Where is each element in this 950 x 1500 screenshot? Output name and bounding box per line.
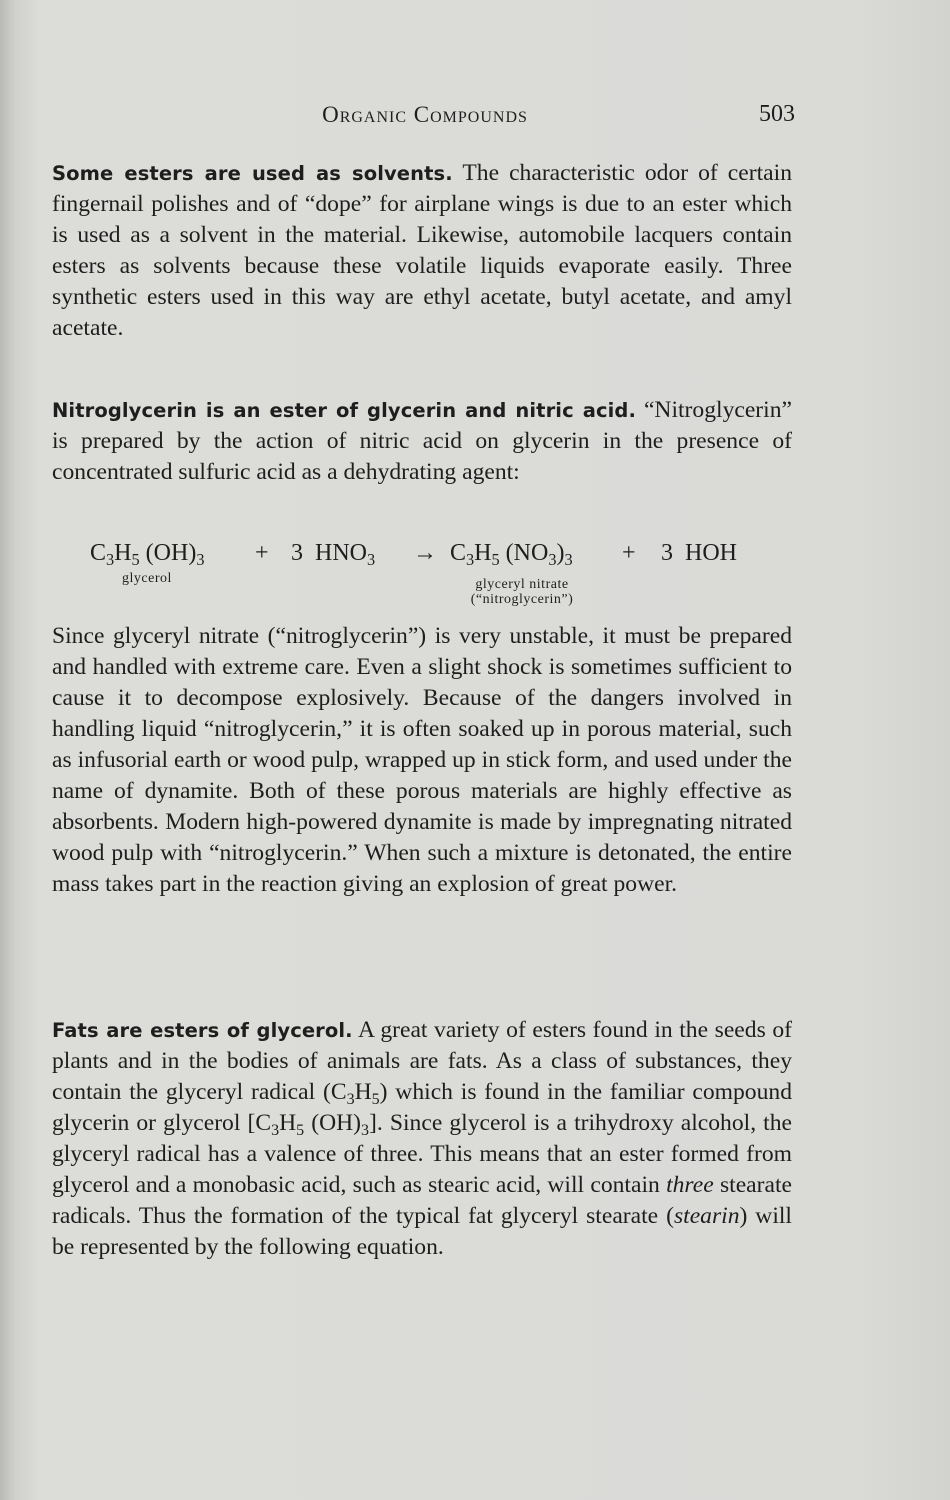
paragraph-body: A great variety of esters found in the seeds of plants and in the bodies of animals are fats. As a class of substances, they contain the glyceryl radical ( [52,1017,792,1105]
paragraph-nitroglycerin [52,395,792,488]
formula-glyceryl-radical: $C_3H_5$ [330,1079,380,1108]
page-header [55,102,795,134]
equation-reactant-nitric-acid: 3 $HNO_3$ [291,540,376,569]
paragraph-body: “Nitroglycerin” is prepared by the action of nitric acid on glycerin in the presence of concentrated sulfuric acid as a dehydrating agent: [52,397,792,485]
label-glyceryl-nitrate: glyceryl nitrate (“nitroglycerin”) [470,577,574,607]
equation-product-nitroglycerin: $C_3H_5$ $(NO_3)_3$ [450,540,573,569]
page-number: 503 [759,101,795,127]
paragraph-body: The characteristic odor of certain fingernail polishes and of “dope” for airplane wings is due to an ester which is used as a solvent in the material. Likewise, automobile lacquers contain esters as solvents because these volatile liquids evaporate easily. Three synthetic esters used in this way are ethyl acetate, butyl acetate, and amyl acetate. [52,160,792,341]
paragraph-body: Since glyceryl nitrate (“nitroglycerin”) is very unstable, it must be prepared and handled with extreme care. Even a slight shock is sometimes sufficient to cause it to decompose explosively. Because of the dangers involved in handling liquid “nitroglycerin,” it is often soaked up in porous material, such as infusorial earth or wood pulp, wrapped up in stick form, and used under the name of dynamite. Both of these porous materials are highly effective as absorbents. Modern high-powered dynamite is made by impregnating nitrated wood pulp with “nitroglycerin.” When such a mixture is detonated, the entire mass takes part in the reaction giving an explosion of great power. [52,623,792,897]
equation-plus-sign: + [255,540,269,566]
equation-plus-sign: + [622,540,636,566]
paragraph-heading: Nitroglycerin is an ester of glycerin and nitric acid. [52,399,636,422]
equation-reactant-glycerol: $C_3H_5$ $(OH)_3$ [90,540,205,569]
paragraph-solvents [52,158,792,344]
paragraph-dynamite [52,621,792,900]
label-glycerol: glycerol [122,571,172,586]
paragraph-fats [52,1015,792,1263]
chemical-equation [90,540,790,610]
equation-arrow: → [413,540,437,566]
paragraph-body: ) which is found in the familiar compound glycerin or glycerol [ [52,1079,792,1136]
emphasis-stearin: stearin [673,1203,740,1229]
equation-product-water: 3 HOH [661,540,737,566]
paragraph-heading: Fats are esters of glycerol. [52,1019,353,1042]
running-title: Organic Compounds [322,102,528,127]
paragraph-heading: Some esters are used as solvents. [52,162,453,185]
paragraph-body: ]. Since glycerol is a trihydroxy alcohol, the glyceryl radical has a valence of three. This means that an ester formed from glycerol and a monobasic acid, such as stearic acid, will contain [52,1110,792,1198]
emphasis-three: three [666,1172,714,1198]
formula-glycerol: $C_3H_5$ $(OH)_3$ [255,1110,370,1139]
paragraph-body: ) will be represented by the following equation. [52,1203,792,1260]
paragraph-body: stearate radicals. Thus the formation of the typical fat glyceryl stearate ( [52,1172,792,1229]
